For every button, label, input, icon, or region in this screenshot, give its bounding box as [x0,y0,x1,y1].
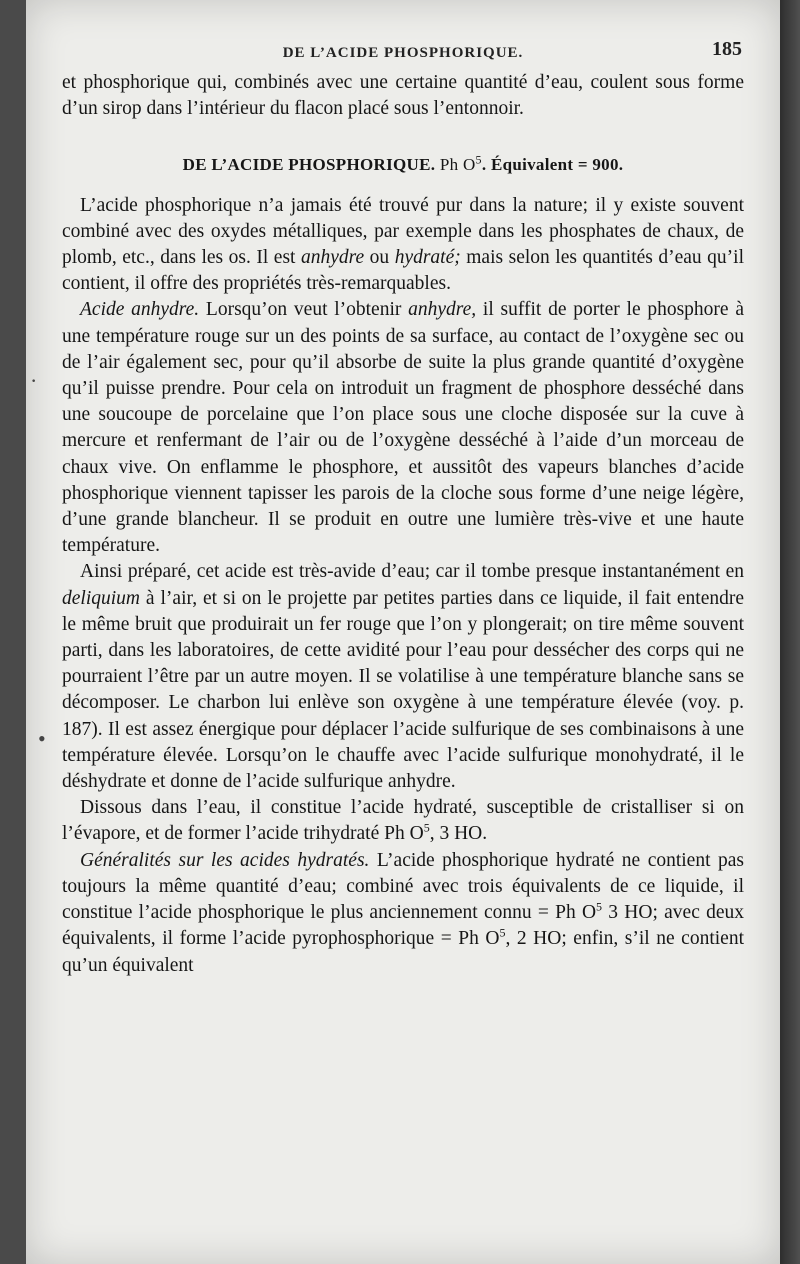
paragraph-intro: et phosphorique qui, combinés avec une certaine quantité d’eau, coulent sous forme d’un sirop dans l’intérieur du flacon placé sous l’entonnoir. [62,72,744,120]
margin-mark: • [38,726,46,751]
section-formula: Ph $O^5$ [439,152,482,175]
running-header [62,40,744,70]
paragraph-ainsi-prepare: Ainsi préparé, cet acide est très-avide d’eau; car il tombe presque instantanément en deliquium à l’air, et si on le projette par petites parties dans ce liquide, il fait entendre le même bruit que produirait un fer rouge que l’on y plongerait; on tire même souvent parti, dans les laboratoires, de cette avidité pour l’eau pour dessécher des corps qui ne pourraient l’être par un autre moyen. Il se volatilise à une température blanche sans se décomposer. Le charbon lui enlève son oxygène à une température élevée (voy. p. 187). Il est assez énergique pour déplacer l’acide sulfurique de ses combinaisons à une température élevée. Lorsqu’on le chauffe avec l’acide sulfurique monohydraté, il le déshydrate et donne de l’acide sulfurique anhydre. [62,561,744,793]
page-edge-shadow [780,0,800,1264]
paragraph-generalites: Généralités sur les acides hydratés. L’acide phosphorique hydraté ne contient pas toujours la même quantité d’eau; combiné avec trois équivalents de ce liquide, il constitue l’acide phosphorique le plus anciennement connu = Ph $O^5$ 3 HO; avec deux équivalents, il forme l’acide pyrophosphorique = Ph $O^5$, 2 HO; enfin, s’il ne contient qu’un équivalent [62,849,744,976]
paragraph-acide-anhydre: Acide anhydre. Lorsqu’on veut l’obtenir anhydre, il suffit de porter le phosphore à une température rouge sur un des points de sa surface, au contact de l’oxygène sec ou de l’air également sec, pour qu’il absorbe de suite la plus grande quantité d’oxygène qu’il puisse prendre. Pour cela on introduit un fragment de phosphore desséché dans une soucoupe de porcelaine que l’on place sous une cloche disposée sur la cuve à mercure et renfermant de l’air ou de l’oxygène desséché à l’aide d’un morceau de chaux vive. On enflamme le phosphore, et aussitôt des vapeurs blanches d’acide phosphorique viennent tapisser les parois de la cloche sous forme d’une neige légère, d’une grande blancheur. Il se produit en outre une lumière très-vive et une haute température. [62,299,744,557]
running-title: DE L’ACIDE PHOSPHORIQUE. [282,45,524,61]
section-title: DE L’ACIDE PHOSPHORIQUE. [182,155,436,175]
paragraph-general: L’acide phosphorique n’a jamais été trouvé pur dans la nature; il y existe souvent combiné avec des oxydes métalliques, par exemple dans les phosphates de chaux, de plomb, etc., dans les os. Il est anhydre ou hydraté; mais selon les quantités d’eau qu’il contient, il offre des propriétés très-remarquables. [62,194,745,295]
paragraph-dissous: Dissous dans l’eau, il constitue l’acide hydraté, susceptible de cristalliser si on l’évapore, et de former l’acide trihydraté Ph $O^5$, 3 HO. [62,797,744,845]
section-equivalent: . Équivalent = 900. [481,155,624,175]
margin-mark: · [30,368,38,393]
page-number: 185 [712,38,742,60]
page-text [62,40,744,979]
section-heading [62,152,744,178]
